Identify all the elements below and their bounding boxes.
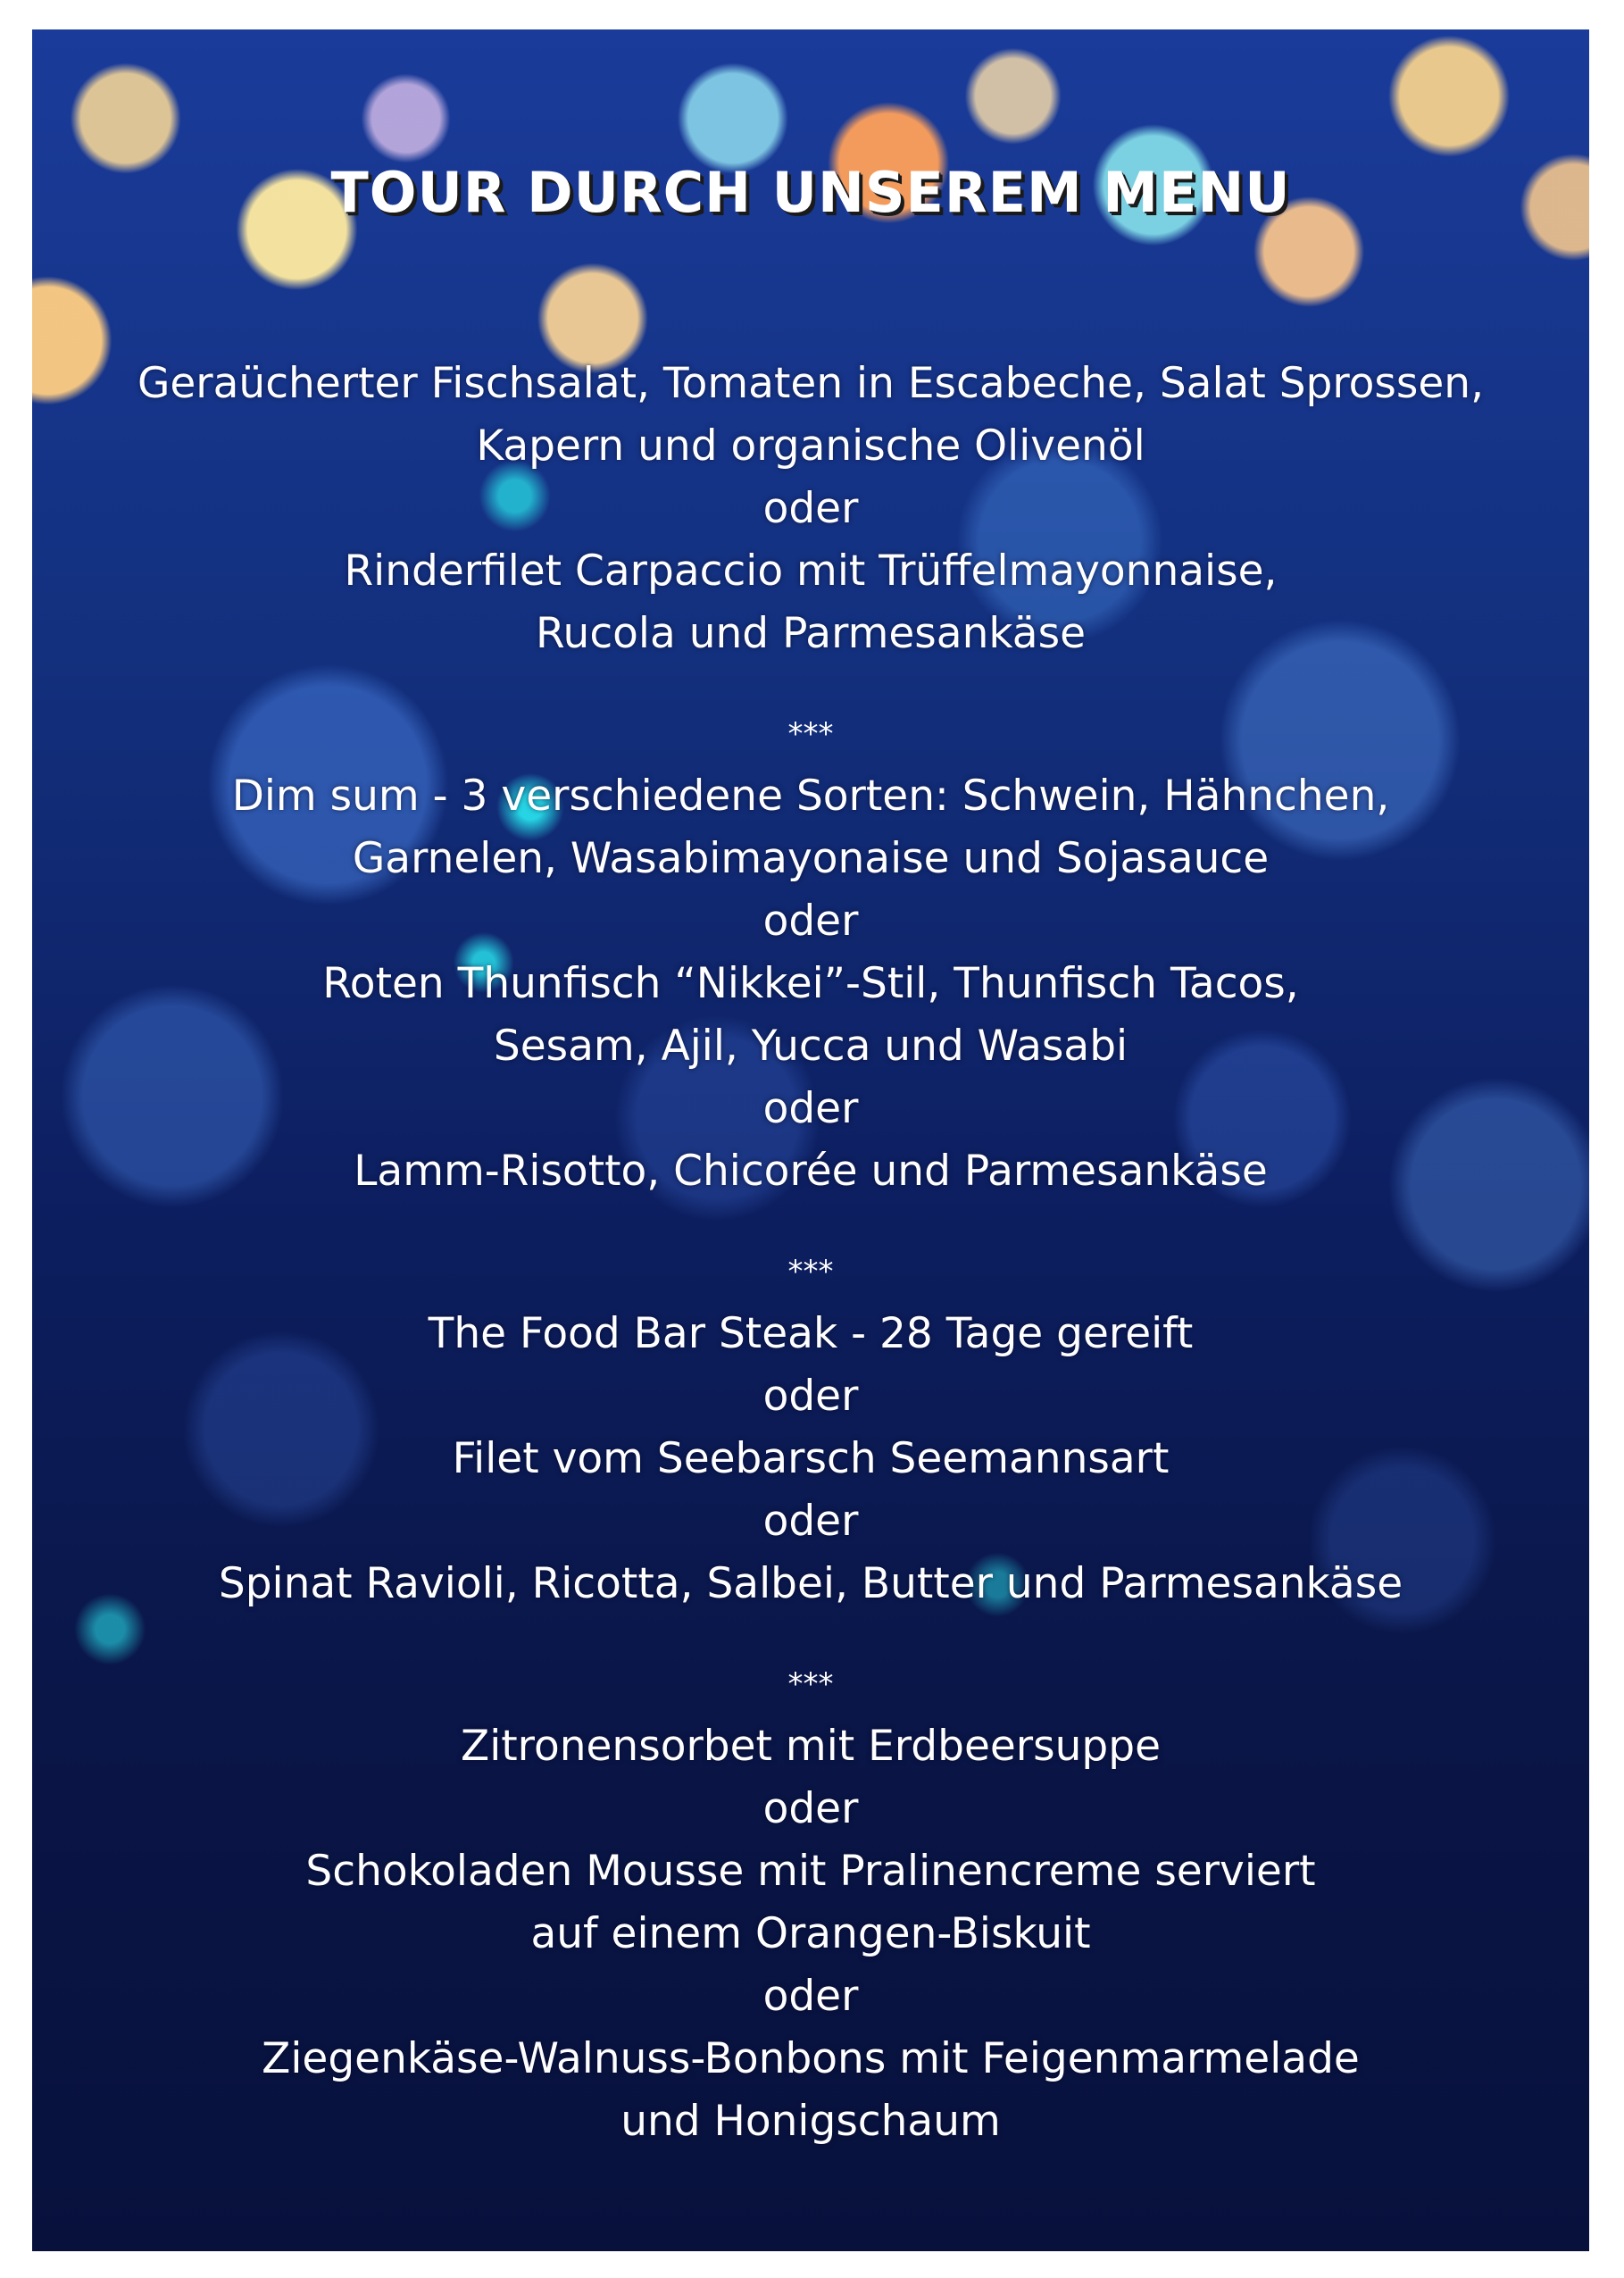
menu-line: auf einem Orangen-Biskuit [530,1909,1091,1958]
menu-line: Filet vom Seebarsch Seemannsart [452,1434,1170,1483]
menu-line: Sesam, Ajil, Yucca und Wasabi [493,1022,1128,1071]
course-separator: *** [787,1666,834,1702]
spacer [32,665,1589,703]
spacer [32,1615,1589,1653]
course-main [32,1303,1589,1615]
course-dessert [32,1715,1589,2153]
menu-line-oder: oder [762,1784,859,1833]
menu-line-oder: oder [762,1372,859,1421]
menu-line-oder: oder [762,1972,859,2021]
menu-line: Zitronensorbet mit Erdbeersuppe [461,1722,1161,1771]
menu-line: Rucola und Parmesankäse [536,609,1086,658]
menu-line: Schokoladen Mousse mit Pralinencreme serviert [305,1847,1316,1896]
menu-content [32,29,1589,2251]
course-separator: *** [787,716,834,752]
course-starter [32,353,1589,665]
menu-line: und Honigschaum [620,2097,1001,2146]
menu-list [32,353,1589,2153]
menu-card [32,29,1589,2251]
course-intermediate [32,765,1589,1203]
menu-line: Dim sum - 3 verschiedene Sorten: Schwein, Hähnchen, [231,772,1390,821]
menu-line-oder: oder [762,484,859,533]
menu-line: Spinat Ravioli, Ricotta, Salbei, Butter und Parmesankäse [218,1559,1403,1608]
menu-line-oder: oder [762,1084,859,1133]
menu-line-oder: oder [762,897,859,946]
menu-line: Lamm-Risotto, Chicorée und Parmesankäse [354,1147,1268,1196]
spacer [32,1203,1589,1240]
menu-line: Ziegenkäse-Walnuss-Bonbons mit Feigenmarmelade [262,2034,1360,2083]
menu-line: Rinderfilet Carpaccio mit Trüffelmayonnaise, [344,547,1278,596]
menu-line: Kapern und organische Olivenöl [476,421,1145,471]
menu-line: Geraücherter Fischsalat, Tomaten in Escabeche, Salat Sprossen, [137,359,1485,408]
menu-line: Roten Thunfisch “Nikkei”-Stil, Thunfisch Tacos, [322,959,1299,1008]
course-separator: *** [787,1254,834,1289]
page-title: TOUR DURCH UNSEREM MENU [330,160,1291,225]
menu-line: Garnelen, Wasabimayonaise und Sojasauce [352,834,1270,883]
menu-line-oder: oder [762,1497,859,1546]
menu-line: The Food Bar Steak - 28 Tage gereift [428,1309,1194,1358]
